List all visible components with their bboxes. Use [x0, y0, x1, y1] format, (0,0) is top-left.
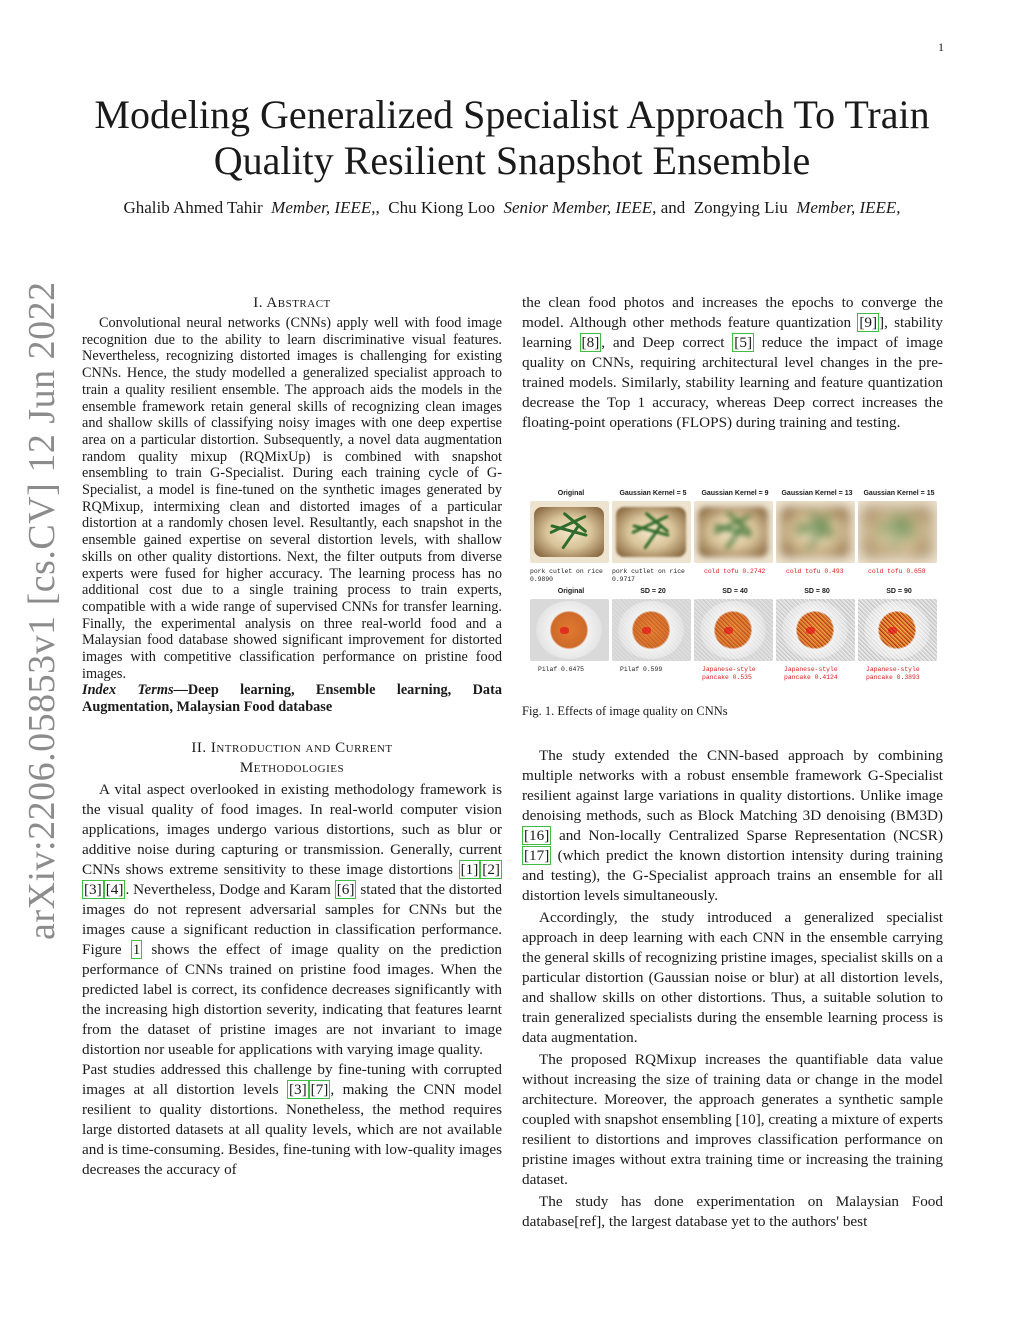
figure-column-header: Gaussian Kernel = 5: [619, 490, 687, 497]
prediction-label: pork cutlet on rice 0.9717: [612, 568, 685, 583]
abstract-heading: I. Abstract: [253, 295, 331, 311]
citation-link[interactable]: [17]: [524, 847, 550, 864]
food-image-pilaf: [612, 599, 691, 661]
image-content: [694, 501, 773, 563]
text-span: , and Deep correct: [601, 334, 733, 351]
arxiv-identifier[interactable]: arXiv:2206.05853v1 [cs.CV] 12 Jun 2022: [21, 281, 63, 940]
image-content: [858, 501, 937, 563]
text-span: , making the CNN model resilient to quality distortions. Nonetheless, the method requires large distorted datasets at all quality levels, which are not available and is time-consuming. Besides, fine-tuning with low-quality images decreases the accuracy of: [82, 1080, 503, 1178]
text-span: . Nevertheless, Dodge and Karam: [125, 880, 335, 898]
citation-link[interactable]: [8]: [581, 334, 600, 351]
prediction-label: cold tofu 0.658: [868, 568, 926, 575]
prediction-label: Japanese-style pancake 0.3893: [866, 666, 920, 681]
food-image-pork-cutlet: [612, 501, 691, 563]
prediction-label: Pilaf 0.599: [620, 666, 663, 673]
citation-link[interactable]: [4]: [105, 880, 124, 898]
noise-overlay: [776, 599, 855, 661]
citation-link[interactable]: [6]: [336, 880, 355, 898]
figure-column-header: Gaussian Kernel = 13: [781, 490, 853, 497]
intro-paragraph-2: [82, 1060, 502, 1180]
index-terms: [82, 682, 502, 715]
citation-link[interactable]: [2]: [482, 860, 500, 878]
figure-column-header: SD = 80: [804, 588, 830, 595]
paper-title: Modeling Generalized Specialist Approach To Train Quality Resilient Snapshot Ensemble: [94, 92, 930, 183]
prediction-label: Pilaf 0.6475: [538, 666, 585, 673]
author-name: Zongying Liu: [693, 198, 788, 217]
citation-link[interactable]: [3]: [84, 880, 102, 898]
author-role: Member, IEEE,: [796, 198, 901, 217]
page-number: 1: [938, 40, 944, 54]
right-column-bottom: [522, 746, 943, 1232]
prediction-label: pork cutlet on rice 0.9890: [530, 568, 603, 583]
text-span: (which predict the known distortion intensity during training and testing), the G-Specialist approach trains an ensemble for all distortion levels simultaneously.: [522, 847, 943, 904]
citation-link[interactable]: [16]: [524, 827, 550, 844]
food-image-pilaf: [530, 599, 609, 661]
figure-caption: Fig. 1. Effects of image quality on CNNs: [522, 704, 728, 718]
intro-heading-line1: II. Introduction and Current: [191, 739, 393, 756]
text-span: The study extended the CNN-based approach by combining multiple networks with a robust ensemble framework G-Specialist resilient against large variations in quality distortions. Unlike image denoising methods, such as Block Matching 3D denoising (BM3D): [522, 747, 943, 824]
text-span: A vital aspect overlooked in existing methodology framework is the visual quality of food images. In real-world computer vision applications, images undergo various distortions, such as blur or additive noise during capturing or transmission. Generally, current CNNs shows extreme sensitivity to these image distortions: [82, 780, 502, 878]
plate-shape: [536, 601, 602, 659]
image-content: [776, 501, 855, 563]
food-image-pork-cutlet: [694, 501, 773, 563]
author-role: Member, IEEE,: [271, 198, 376, 217]
prediction-label: cold tofu 0.2742: [704, 568, 766, 575]
text-span: reduce the impact of image quality on CNNs, requiring architectural level changes in the pre-trained models. Similarly, stability learning and feature quantization decrease the Top 1 accuracy, whereas Deep correct increases the floating-point operations (FLOPS) during training and testing.: [522, 334, 944, 431]
intro-paragraph-1: [82, 780, 502, 1060]
index-terms-label: Index Terms: [82, 682, 174, 699]
food-image-pork-cutlet: [776, 501, 855, 563]
food-image-pilaf: [776, 599, 855, 661]
prediction-label: cold tofu 0.493: [786, 568, 844, 575]
text-span: ], stability learning: [522, 314, 944, 351]
author-line: [60, 198, 964, 218]
author-sep: and: [656, 198, 686, 217]
food-image-pilaf: [858, 599, 937, 661]
prediction-label: Japanese-style pancake 0.535: [702, 666, 756, 681]
food-image-pork-cutlet: [858, 501, 937, 563]
text-span: stated that the distorted images do not represent adversarial samples for CNNs but the images cause a significant reduction in classification performance. Figure: [82, 880, 502, 958]
text-span: the clean food photos and increases the epochs to converge the model. Although other methods feature quantization: [522, 294, 943, 331]
image-content: [612, 501, 691, 563]
citation-link[interactable]: [3]: [288, 1080, 307, 1098]
image-content: [530, 501, 609, 563]
text-span: shows the effect of image quality on the prediction performance of CNNs trained on pristine food images. When the predicted label is correct, its confidence decreases significantly with the increasing high distortion severity, indicating that features learnt from the dataset of pristine images are not invariant to image distortion nor useable for applications with varying image quality.: [82, 940, 503, 1058]
intro-heading: [82, 738, 502, 778]
figure-column-header: Gaussian Kernel = 9: [701, 490, 769, 497]
figure-column-header: Original: [557, 490, 585, 497]
right-paragraph-2: Accordingly, the study introduced a generalized specialist approach in deep learning with each CNN in the ensemble carrying the general skills of recognizing pristine images, specialist skills on a particular distortion (Gaussian noise or blur) at all distortion levels, and shallow skills on other distortions. Thus, a suitable solution to train generalized specialists during the ensemble learning process is data augmentation.: [522, 909, 943, 1046]
intro-heading-line2: Methodologies: [239, 759, 345, 776]
noise-overlay: [612, 599, 691, 661]
figure-column-header: SD = 40: [722, 588, 748, 595]
author-name: Chu Kiong Loo: [388, 198, 495, 217]
right-paragraph-0: [522, 293, 943, 433]
noise-overlay: [858, 599, 937, 661]
author-sep: ,: [375, 198, 380, 217]
prediction-label: Japanese-style pancake 0.4124: [784, 666, 838, 681]
citation-link[interactable]: [1]: [460, 860, 479, 878]
figure-column-header: SD = 90: [886, 588, 912, 595]
figure-column-header: Gaussian Kernel = 15: [863, 490, 935, 497]
left-column: [82, 293, 502, 1180]
text-span: Past studies addressed this challenge by fine-tuning with corrupted images at all distortion levels: [82, 1060, 502, 1098]
noise-overlay: [694, 599, 773, 661]
tomato-shape: [560, 627, 569, 634]
food-image-pilaf: [694, 599, 773, 661]
figure-link[interactable]: 1: [132, 940, 141, 958]
citation-link[interactable]: [7]: [310, 1080, 329, 1098]
right-paragraph-3: The proposed RQMixup increases the quantifiable data value without increasing the size of training data or change in the model architecture. Moreover, the approach generates a synthetic sample coupled with snapshot ensembling [10], creating a mixture of experts resilient to distortions and improves classification performance on pristine images without extra training time or increasing the training dataset.: [522, 1051, 943, 1188]
figure-column-header: Original: [557, 588, 585, 595]
abstract-text: Convolutional neural networks (CNNs) apply well with food image recognition due to the ability to learn discriminative visual features. Nevertheless, recognizing distorted images is challenging for existing CNNs. Hence, the study modelled a generalized specialist approach to train a quality resilient ensemble. The approach aids the models in the ensemble framework retain general skills of recognizing clean images and shallow skills of classifying noisy images with one deep expertise area on a particular distortion. Subsequently, a novel data augmentation random quality mixup (RQMixUp) is combined with snapshot ensembling to train G-Specialist. During each training cycle of G-Specialist, a model is fine-tuned on the synthetic images generated by RQMixup, intermixing clean and distorted images of a particular distortion at a randomly chosen level. Resultantly, each snapshot in the ensemble gained expertise on several distortion levels, with shallow skills on other quality distortions. Next, the filter outputs from diverse experts were fused for higher accuracy. The learning process has no additional cost due to a single training process to train experts, compatible with a wide range of supervised CNNs for transfer learning. Finally, the experimental analysis on three real-world food and a Malaysian food database showed significant improvement for distorted images with competitive classification performance on pristine food images.: [82, 315, 502, 682]
text-span: and Non-locally Centralized Sparse Representation (NCSR): [551, 827, 943, 844]
figure-column-header: SD = 20: [640, 588, 666, 595]
right-column-top: [522, 293, 943, 433]
citation-link[interactable]: [5]: [734, 334, 753, 351]
food-image-pork-cutlet: [530, 501, 609, 563]
right-paragraph-4: The study has done experimentation on Malaysian Food database[ref], the largest database yet to the authors' best: [522, 1193, 943, 1230]
citation-link[interactable]: [9]: [859, 314, 878, 331]
index-terms-text: —Deep learning, Ensemble learning, Data Augmentation, Malaysian Food database: [82, 682, 502, 716]
author-name: Ghalib Ahmed Tahir: [123, 198, 263, 217]
figure-1: [530, 490, 940, 682]
right-paragraph-1: [522, 746, 943, 906]
author-role: Senior Member, IEEE,: [503, 198, 657, 217]
